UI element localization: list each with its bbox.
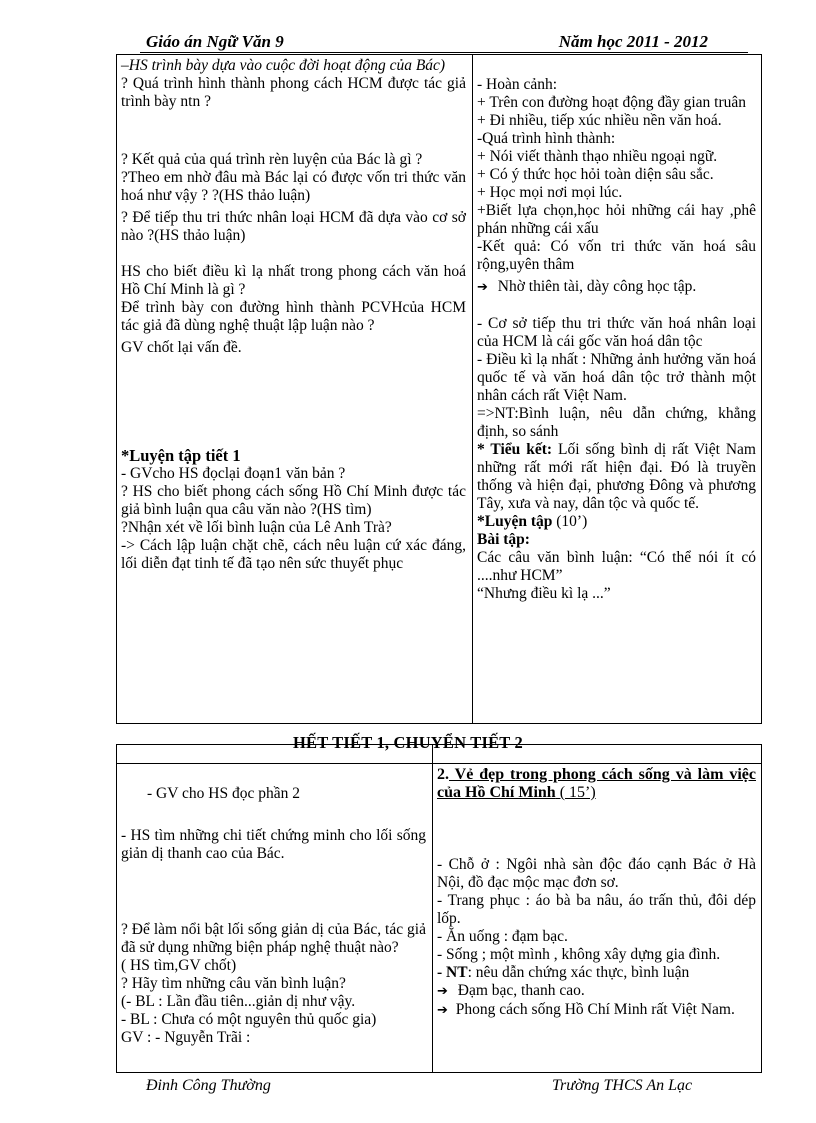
gv-read-instruction: - GV cho HS đọc phần 2 — [147, 785, 300, 802]
page-header — [140, 32, 748, 52]
footer-author: Đinh Công Thường — [146, 1077, 271, 1094]
table-2-left-cell — [121, 785, 426, 1047]
header-school-year: Năm học 2011 - 2012 — [558, 32, 708, 51]
hs-find-note: ( HS tìm,GV chốt) — [121, 957, 237, 974]
content-line — [477, 278, 756, 297]
hs-present-note: –HS trình bày dựa vào cuộc đời hoạt động của Bác) — [121, 57, 446, 74]
practice-title: *Luyện tập tiết 1 — [121, 446, 241, 465]
content-line: =>NT:Bình luận, nêu dẫn chứng, khẳng định, so sánh — [477, 405, 756, 440]
table-2-right-cell — [437, 766, 756, 1020]
summary-label: * Tiểu kết: — [477, 441, 553, 458]
content-line: - Trang phục : áo bà ba nâu, áo trấn thủ, đôi dép lốp. — [437, 892, 756, 927]
practice-item-1: - GVcho HS đọclại đoạn1 văn bản ? — [121, 465, 346, 482]
content-line: + Học mọi nơi mọi lúc. — [477, 184, 623, 201]
content-line: + Đi nhiều, tiếp xúc nhiều nền văn hoá. — [477, 112, 722, 129]
table-1-left-cell — [121, 57, 466, 573]
question-why: ?Theo em nhờ đâu mà Bác lại có được vốn tri thức văn hoá như vậy ? ?(HS thảo luận) — [121, 169, 466, 204]
content-text: Phong cách sống Hồ Chí Minh rất Việt Nam. — [455, 1001, 735, 1018]
gv-nguyen-trai: GV : - Nguyễn Trãi : — [121, 1029, 251, 1046]
content-line: + Trên con đường hoạt động đầy gian truân — [477, 94, 747, 111]
nt-text: : nêu dẫn chứng xác thực, bình luận — [467, 964, 690, 981]
content-line — [437, 964, 756, 982]
comment-2: - BL : Chưa có một nguyên thủ quốc gia) — [121, 1011, 377, 1028]
right-arrow-icon: ➔ — [437, 1003, 448, 1018]
content-line: -Kết quả: Có vốn tri thức văn hoá sâu rộng,uyên thâm — [477, 238, 756, 273]
question-art: Để trình bày con đường hình thành PCVHcủa HCM tác giả đã dùng nghệ thuật lập luận nào ? — [121, 299, 466, 334]
content-line: - Ăn uống : đạm bạc. — [437, 928, 568, 945]
content-line: + Có ý thức học hỏi toàn diện sâu sắc. — [477, 166, 714, 183]
practice-time: (10’) — [552, 513, 588, 530]
content-line — [477, 441, 756, 513]
question-art-devices: ? Để làm nổi bật lối sống giản dị của Bác, tác giả đã sử dụng những biện pháp nghệ thuật nào? — [121, 921, 426, 956]
content-line: - Điều kì lạ nhất : Những ảnh hưởng văn hoá quốc tế và văn hoá dân tộc trở thành một nhân cách rất Việt Nam. — [477, 351, 756, 404]
question-basis: ? Để tiếp thu tri thức nhân loại HCM đã dựa vào cơ sở nào ?(HS thảo luận) — [121, 209, 466, 244]
content-line: Các câu văn bình luận: “Có thể nói ít có ....như HCM” — [477, 549, 756, 584]
summary-text: Lối sống bình dị rất Việt Nam những rất mới rất hiện đại. Đó là truyền thống và hiện đại, phương Đông và phương Tây, xưa và nay, dân tộc và quốc tế. — [477, 441, 756, 512]
question-result: ? Kết quả của quá trình rèn luyện của Bác là gì ? — [121, 151, 423, 168]
content-line: - Chỗ ở : Ngôi nhà sàn độc đáo cạnh Bác ở Hà Nội, đồ đạc mộc mạc đơn sơ. — [437, 856, 756, 891]
content-line — [437, 982, 756, 1001]
footer-school: Trường THCS An Lạc — [552, 1077, 693, 1094]
header-subject: Giáo án Ngữ Văn 9 — [146, 32, 284, 51]
practice-item-4: -> Cách lập luận chặt chẽ, cách nêu luận cứ xác đáng, lối diễn đạt tinh tế đã tạo nên sức thuyết phục — [121, 537, 466, 572]
content-text: Nhờ thiên tài, dày công học tập. — [497, 278, 697, 295]
practice-item-2: ? HS cho biết phong cách sống Hồ Chí Minh được tác giả bình luận qua câu văn nào ?(HS tìm) — [121, 483, 466, 518]
content-line: - Hoàn cảnh: — [477, 76, 558, 93]
exercise-label: Bài tập: — [477, 531, 530, 548]
end-of-period-title: HẾT TIẾT 1, CHUYỂN TIẾT 2 — [293, 733, 523, 752]
section-heading: Vẻ đẹp trong phong cách sống và làm việc của Hồ Chí Minh — [437, 766, 756, 801]
table-1-right-cell — [477, 76, 756, 603]
content-line: “Nhưng điều kì lạ ...” — [477, 585, 611, 602]
content-line: +Biết lựa chọn,học hỏi những cái hay ,phê phán những cái xấu — [477, 202, 756, 237]
hs-find-details: - HS tìm những chi tiết chứng minh cho lối sống giản dị thanh cao của Bác. — [121, 827, 426, 862]
practice-item-3: ?Nhận xét về lối bình luận của Lê Anh Trà? — [121, 519, 392, 536]
table-2-row-divider — [116, 763, 762, 764]
question-process: ? Quá trình hình thành phong cách HCM được tác giả trình bày ntn ? — [121, 75, 466, 110]
practice-label: *Luyện tập — [477, 513, 553, 530]
question-find-comments: ? Hãy tìm những câu văn bình luận? — [121, 975, 346, 992]
comment-1: (- BL : Lần đầu tiên...giản dị như vậy. — [121, 993, 356, 1010]
section-number: 2. — [437, 766, 449, 783]
content-line — [477, 513, 756, 531]
gv-conclusion: GV chốt lại vấn đề. — [121, 339, 242, 356]
table-1-column-divider — [472, 54, 473, 724]
right-arrow-icon: ➔ — [477, 280, 488, 295]
table-2-column-divider — [432, 744, 433, 1073]
right-arrow-icon: ➔ — [437, 984, 448, 999]
content-text: Đạm bạc, thanh cao. — [457, 982, 585, 999]
content-line: -Quá trình hình thành: — [477, 130, 616, 147]
content-line — [437, 1001, 756, 1020]
section-title — [437, 766, 756, 802]
content-line: - Sống ; một mình , không xây dựng gia đình. — [437, 946, 721, 963]
nt-label: - NT — [437, 964, 468, 981]
header-divider — [140, 52, 748, 53]
section-time: ( 15’) — [555, 784, 596, 801]
question-special: HS cho biết điều kì lạ nhất trong phong cách văn hoá Hồ Chí Minh là gì ? — [121, 263, 466, 298]
content-line: - Cơ sở tiếp thu tri thức văn hoá nhân loại của HCM là cái gốc văn hoá dân tộc — [477, 315, 756, 350]
content-line: + Nói viết thành thạo nhiều ngoại ngữ. — [477, 148, 718, 165]
